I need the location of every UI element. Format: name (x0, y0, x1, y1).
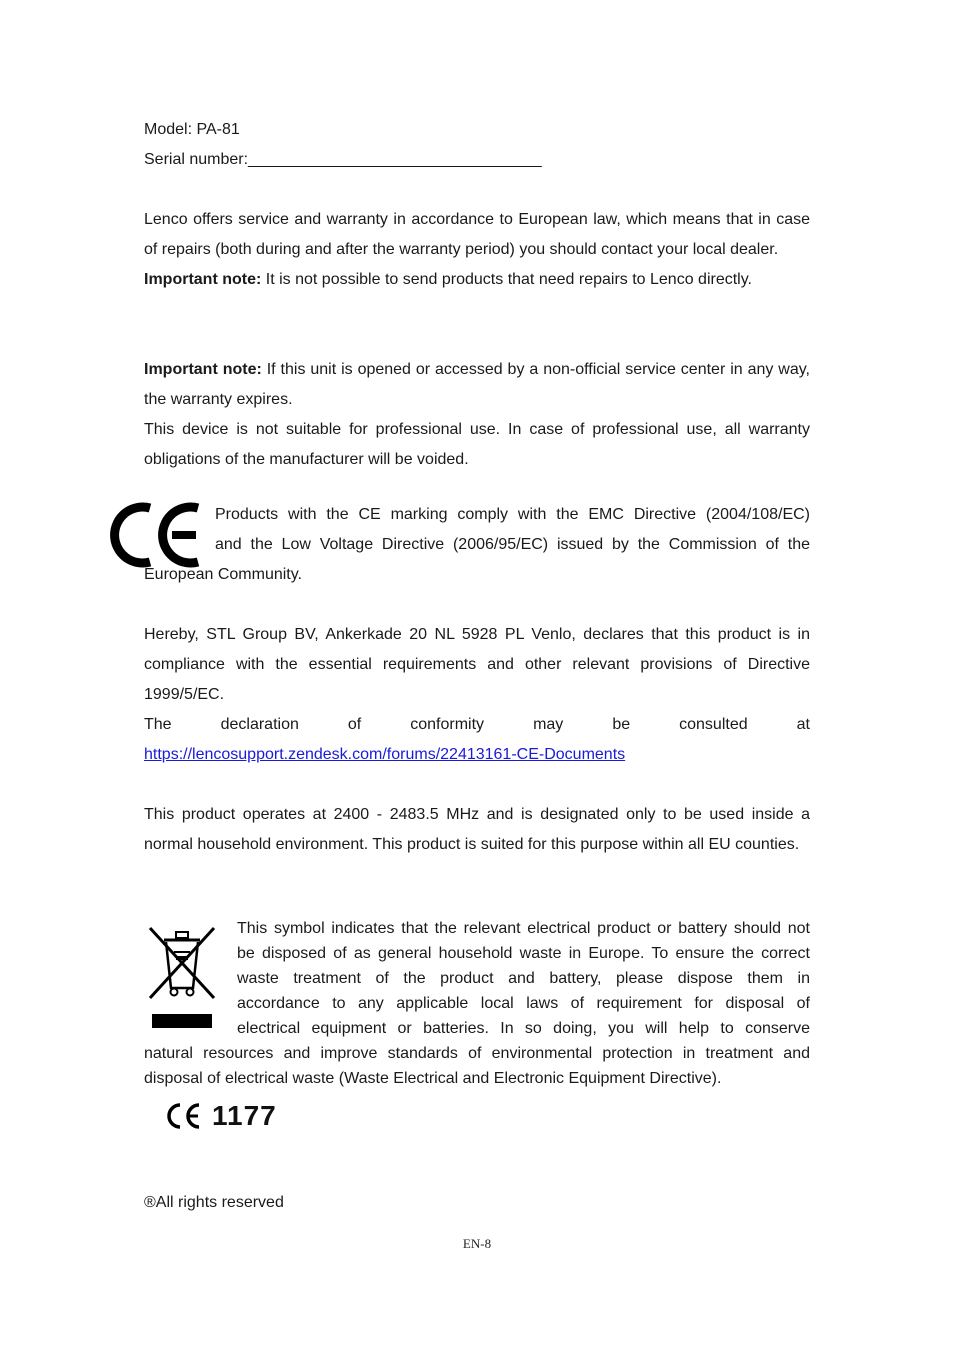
weee-line-5: electrical equipment or batteries. In so doing, you will help to conserve (237, 1020, 810, 1037)
important-note-label: Important note: (144, 271, 262, 288)
professional-use-paragraph: This device is not suitable for professional use. In case of professional use, all warranty obligations of the manufacturer will be voided. (144, 421, 810, 468)
weee-paragraph (237, 916, 810, 1041)
frequency-section (144, 800, 810, 860)
ce-paragraph (215, 500, 810, 560)
warranty-section (144, 205, 810, 295)
ce-notified-body (164, 1100, 277, 1132)
important-note-text: It is not possible to send products that need repairs to Lenco directly. (261, 271, 752, 288)
weee-paragraph-tail (144, 1041, 810, 1091)
notified-body-number: 1177 (212, 1100, 277, 1131)
important-note-opening (144, 355, 810, 415)
ce-line-3: European Community. (144, 566, 302, 583)
ce-documents-link[interactable]: https://lencosupport.zendesk.com/forums/22413161-CE-Documents (144, 746, 626, 763)
product-info (144, 115, 810, 175)
weee-tail-line-1: natural resources and improve standards of environmental protection in treatment and (144, 1045, 810, 1062)
all-rights-reserved: ®All rights reserved (144, 1194, 284, 1211)
important-note-label: Important note: (144, 361, 262, 378)
declaration-paragraph: Hereby, STL Group BV, Ankerkade 20 NL 5928 PL Venlo, declares that this product is in compliance with the essential requirements and other relevant provisions of Directive 1999/5/EC. (144, 626, 810, 703)
ce-line-1: Products with the CE marking comply with the EMC Directive (2004/108/EC) (215, 506, 810, 523)
crossed-out-wheelie-bin-icon (146, 922, 218, 1030)
important-note-repairs (144, 265, 810, 295)
opening-section (144, 355, 810, 475)
weee-line-2: be disposed of as general household waste in Europe. To ensure the correct (237, 945, 810, 962)
declaration-consult-line: The declaration of conformity may be consulted at (144, 716, 810, 733)
declaration-link-line (144, 740, 810, 770)
weee-line-4: accordance to any applicable local laws of requirement for disposal of (237, 995, 810, 1012)
weee-line-1: This symbol indicates that the relevant electrical product or battery should not (237, 920, 810, 937)
frequency-paragraph: This product operates at 2400 - 2483.5 MHz and is designated only to be used inside a normal household environment. This product is suited for this purpose within all EU counties. (144, 806, 810, 853)
ce-mark-small-icon (164, 1101, 202, 1131)
serial-line: Serial number:_________________________________ (144, 151, 542, 168)
important-note-text: If this unit is opened or accessed by a non-official service center in any way, the warranty expires. (144, 361, 810, 408)
weee-line-3: waste treatment of the product and battery, please dispose them in (237, 970, 810, 987)
declaration-section (144, 620, 810, 770)
warranty-paragraph: Lenco offers service and warranty in accordance to European law, which means that in case of repairs (both during and after the warranty period) you should contact your local dealer. (144, 211, 810, 258)
page-number: EN-8 (462, 1236, 492, 1251)
weee-tail-line-2: disposal of electrical waste (Waste Electrical and Electronic Equipment Directive). (144, 1070, 722, 1087)
model-line: Model: PA-81 (144, 121, 240, 138)
ce-line-2: and the Low Voltage Directive (2006/95/EC) issued by the Commission of the (215, 536, 810, 553)
